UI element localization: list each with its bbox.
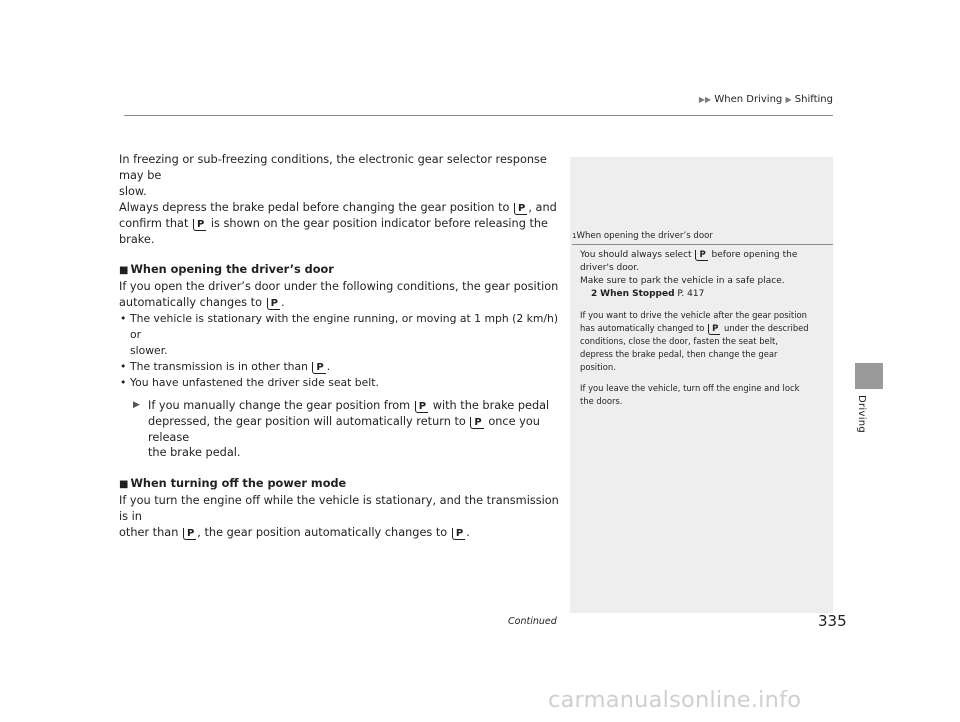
breadcrumb-item: Shifting — [794, 94, 833, 105]
note-number-icon: 1 — [572, 232, 577, 240]
watermark: carmanualsonline.info — [548, 687, 802, 713]
sidebar-note-body: You should always select P before opening the driver's door. Make sure to park the vehicle in a safe place. 2 When Stopped P. 417 If you want to drive the vehicle after the gear position has automatically changed to P under the described conditions, close the door, fasten the seat belt, depress the brake pedal, then change the gear position. If you leave the vehicle, turn off the engine and lock the doors. — [580, 249, 828, 408]
gear-p-key: P — [452, 528, 465, 540]
sidebar-note-title: 1When opening the driver’s door — [572, 231, 833, 245]
continued-label: Continued — [508, 616, 557, 627]
power-paragraph: If you turn the engine off while the vehicle is stationary, and the transmission is in other than P , the gear position automatically changes to P . — [119, 494, 559, 540]
gear-p-key: P — [695, 250, 707, 261]
section-label: Driving — [856, 395, 867, 434]
breadcrumb-arrow-icon: ▶▶ — [698, 95, 712, 104]
gear-p-key: P — [183, 528, 196, 540]
section-heading-power: ■ When turning off the power mode — [119, 477, 347, 491]
gear-p-key: P — [514, 203, 527, 215]
main-content — [119, 152, 559, 541]
square-bullet-icon: ■ — [119, 265, 129, 277]
section-heading-door: ■ When opening the driver’s door — [119, 263, 334, 277]
note-arrow-icon: ▶ — [133, 399, 140, 410]
gear-p-key: P — [470, 417, 483, 429]
condition-bullet: • The vehicle is stationary with the engine running, or moving at 1 mph (2 km/h) or slower. — [119, 311, 559, 359]
condition-bullet: • You have unfastened the driver side seat belt. — [119, 375, 559, 391]
condition-bullet: • The transmission is in other than P . — [119, 359, 559, 375]
page-number: 335 — [818, 612, 847, 630]
gear-p-key: P — [267, 298, 280, 310]
door-paragraph: If you open the driver’s door under the following conditions, the gear position automatically changes to P . — [119, 280, 559, 310]
gear-p-key: P — [415, 401, 428, 413]
header-divider — [124, 115, 833, 116]
gear-p-key: P — [312, 362, 325, 374]
square-bullet-icon: ■ — [119, 479, 129, 491]
note-paragraph: ▶ If you manually change the gear position from P with the brake pedal depressed, the gear position will automatically return to P once you release the brake pedal. — [133, 398, 550, 460]
breadcrumb-item: When Driving — [714, 94, 783, 105]
reference-icon: 2 — [591, 289, 598, 299]
intro-paragraph: In freezing or sub-freezing conditions, the electronic gear selector response may be slow. Always depress the brake pedal before changing the gear position to P , and confirm that P is shown on the gear position indicator before releasing the brake. — [119, 153, 557, 246]
section-tab-marker — [855, 363, 883, 389]
breadcrumb — [699, 94, 833, 105]
gear-p-key: P — [708, 324, 720, 335]
breadcrumb-arrow-icon: ▶ — [785, 95, 792, 104]
gear-p-key: P — [193, 219, 206, 231]
cross-reference-link[interactable]: 2 When Stopped P. 417 — [591, 289, 705, 299]
